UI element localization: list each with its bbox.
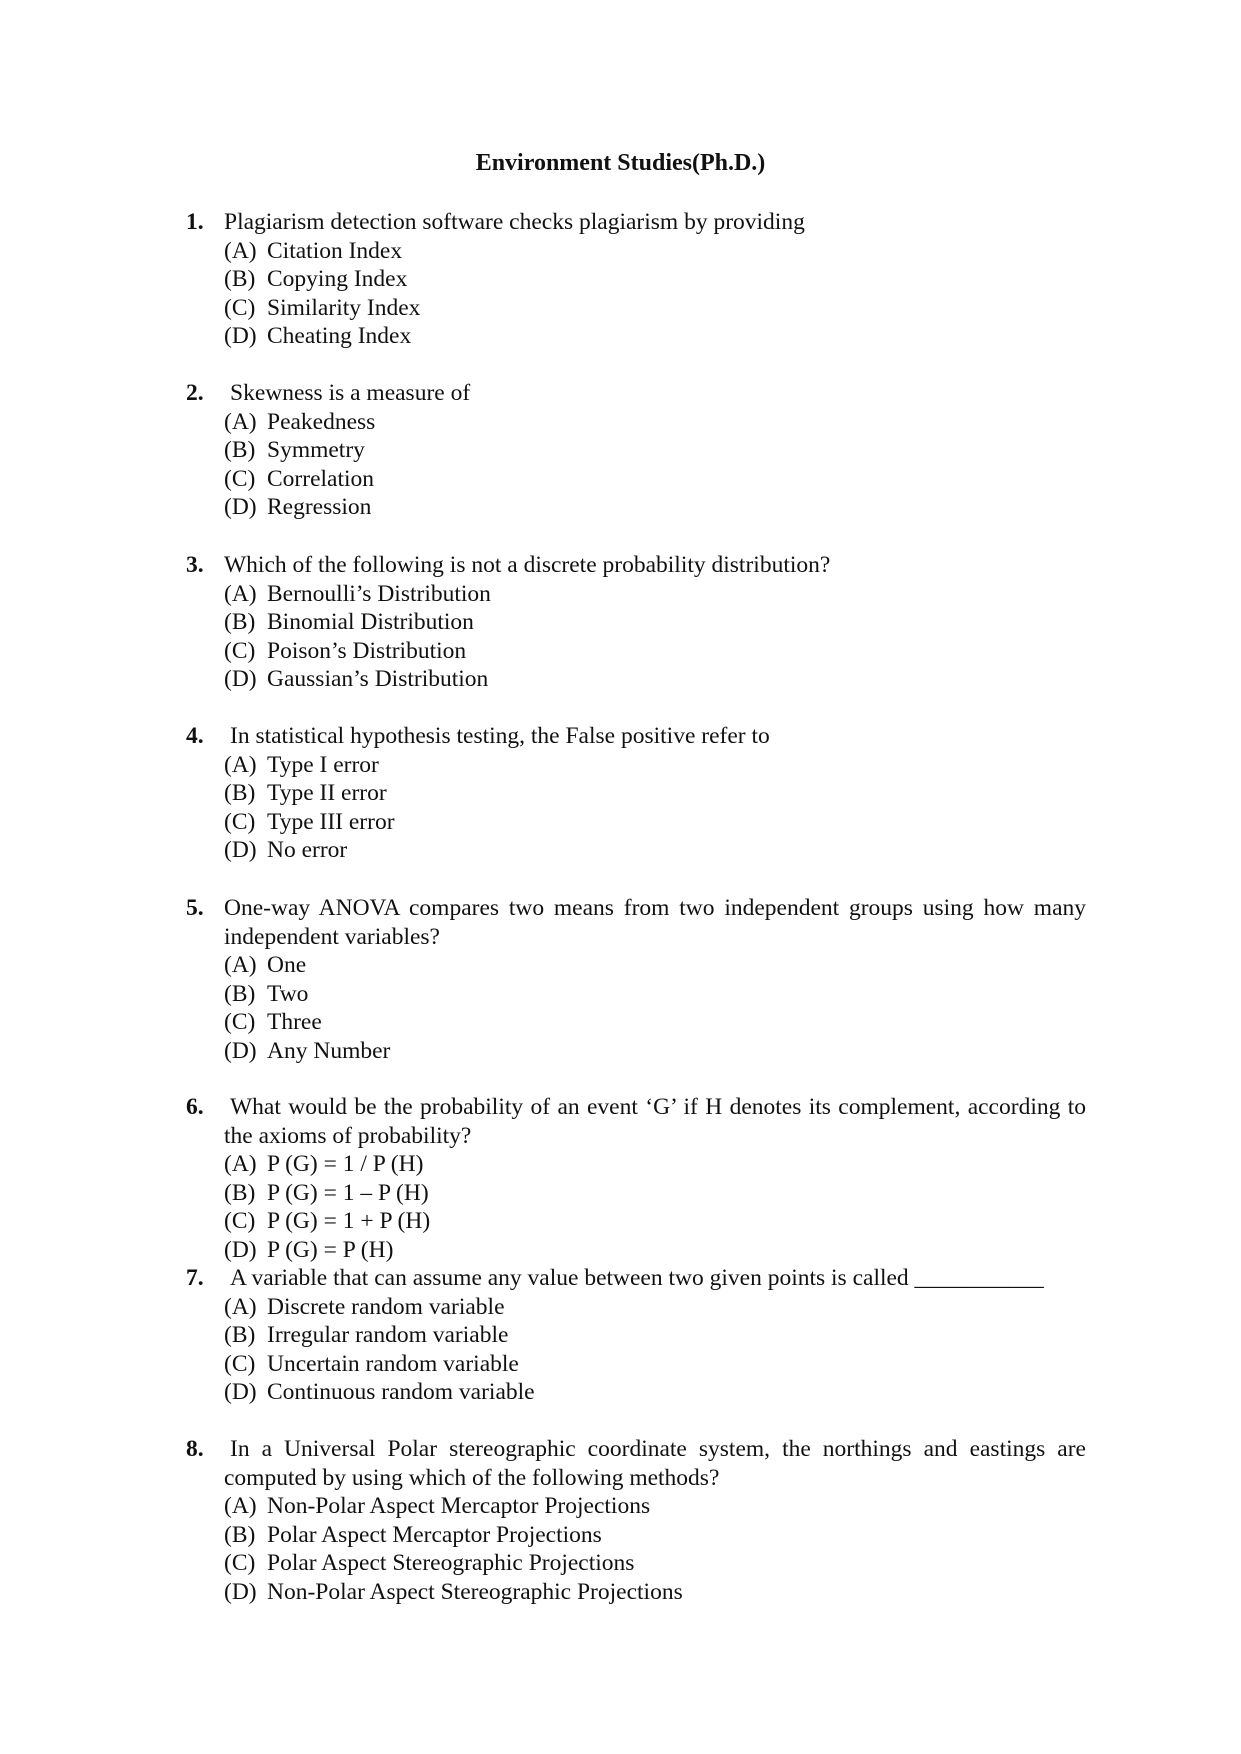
option-text: Binomial Distribution <box>267 609 474 636</box>
option-b <box>224 980 1086 1009</box>
option-d <box>224 665 1086 694</box>
question-number: 6. <box>186 1094 204 1120</box>
option-label: (D) <box>224 1578 257 1605</box>
question-text: Plagiarism detection software checks plagiarism by providing <box>224 209 805 235</box>
question-1 <box>186 208 1086 351</box>
option-text: Peakedness <box>267 408 376 435</box>
option-list <box>224 951 1086 1065</box>
question-text: Which of the following is not a discrete probability distribution? <box>224 552 831 578</box>
option-label: (C) <box>224 1550 256 1577</box>
option-text: Gaussian’s Distribution <box>267 666 489 693</box>
option-list <box>224 237 1086 351</box>
option-list <box>224 1293 1086 1407</box>
question-3 <box>186 551 1086 694</box>
option-text: One <box>267 952 307 979</box>
option-label: (D) <box>224 1037 257 1064</box>
option-label: (A) <box>224 1493 257 1520</box>
option-c <box>224 1350 1086 1379</box>
option-list <box>224 580 1086 694</box>
option-a <box>224 1293 1086 1322</box>
option-a <box>224 1492 1086 1521</box>
option-label: (B) <box>224 1179 256 1206</box>
option-label: (B) <box>224 1521 256 1548</box>
question-8 <box>186 1435 1086 1607</box>
option-c <box>224 465 1086 494</box>
option-text: Uncertain random variable <box>267 1350 519 1377</box>
option-label: (D) <box>224 1379 257 1406</box>
option-b <box>224 779 1086 808</box>
option-label: (C) <box>224 1350 256 1377</box>
option-text: Polar Aspect Mercaptor Projections <box>267 1521 602 1548</box>
option-a <box>224 408 1086 437</box>
option-text: P (G) = 1 / P (H) <box>267 1151 424 1178</box>
option-text: Polar Aspect Stereographic Projections <box>267 1550 635 1577</box>
option-label: (C) <box>224 808 256 835</box>
option-text: Copying Index <box>267 266 408 293</box>
option-c <box>224 808 1086 837</box>
question-7 <box>186 1264 1086 1407</box>
option-a <box>224 1150 1086 1179</box>
page-title: Environment Studies(Ph.D.) <box>475 150 766 176</box>
option-d <box>224 1578 1086 1607</box>
question-number: 2. <box>186 380 204 406</box>
option-a <box>224 237 1086 266</box>
option-label: (A) <box>224 580 257 607</box>
option-text: P (G) = 1 + P (H) <box>267 1208 431 1235</box>
option-label: (C) <box>224 1208 256 1235</box>
question-number: 1. <box>186 209 204 235</box>
option-text: Any Number <box>267 1037 391 1064</box>
option-d <box>224 1378 1086 1407</box>
question-4 <box>186 722 1086 865</box>
option-c <box>224 1008 1086 1037</box>
option-b <box>224 1321 1086 1350</box>
option-b <box>224 1521 1086 1550</box>
option-text: Non-Polar Aspect Mercaptor Projections <box>267 1493 651 1520</box>
option-c <box>224 1207 1086 1236</box>
option-text: Two <box>267 980 309 1007</box>
option-list <box>224 408 1086 522</box>
option-d <box>224 322 1086 351</box>
option-label: (B) <box>224 980 256 1007</box>
option-label: (D) <box>224 323 257 350</box>
question-5 <box>186 894 1086 1066</box>
option-list <box>224 1492 1086 1606</box>
option-text: Citation Index <box>267 237 403 264</box>
option-text: Irregular random variable <box>267 1322 509 1349</box>
option-label: (A) <box>224 237 257 264</box>
option-b <box>224 1179 1086 1208</box>
option-c <box>224 294 1086 323</box>
question-text: Skewness is a measure of <box>230 380 471 406</box>
option-label: (C) <box>224 294 256 321</box>
question-text: One-way ANOVA compares two means from two independent groups using how many independent variables? <box>224 895 1086 950</box>
option-d <box>224 493 1086 522</box>
option-text: Correlation <box>267 465 375 492</box>
option-label: (B) <box>224 437 256 464</box>
option-d <box>224 1037 1086 1066</box>
option-a <box>224 951 1086 980</box>
option-label: (D) <box>224 494 257 521</box>
option-label: (C) <box>224 637 256 664</box>
option-list <box>224 751 1086 865</box>
option-a <box>224 580 1086 609</box>
question-number: 8. <box>186 1436 204 1462</box>
option-text: P (G) = 1 – P (H) <box>267 1179 429 1206</box>
option-d <box>224 1236 1086 1265</box>
question-number: 7. <box>186 1265 204 1291</box>
option-label: (B) <box>224 780 256 807</box>
option-text: P (G) = P (H) <box>267 1236 394 1263</box>
question-number: 5. <box>186 895 204 921</box>
option-label: (A) <box>224 751 257 778</box>
option-c <box>224 637 1086 666</box>
option-b <box>224 265 1086 294</box>
option-label: (A) <box>224 952 257 979</box>
option-text: Type I error <box>267 751 379 778</box>
option-text: Cheating Index <box>267 323 412 350</box>
option-label: (A) <box>224 1293 257 1320</box>
option-label: (D) <box>224 666 257 693</box>
option-label: (D) <box>224 1236 257 1263</box>
option-text: Type III error <box>267 808 395 835</box>
question-text: A variable that can assume any value between two given points is called ___________ <box>230 1265 1044 1291</box>
question-text: What would be the probability of an event ‘G’ if H denotes its complement, according to the axioms of probability? <box>224 1094 1086 1149</box>
option-text: Discrete random variable <box>267 1293 505 1320</box>
option-label: (C) <box>224 465 256 492</box>
question-text: In a Universal Polar stereographic coordinate system, the northings and eastings are computed by using which of the following methods? <box>224 1436 1086 1491</box>
option-d <box>224 836 1086 865</box>
option-label: (A) <box>224 408 257 435</box>
option-text: Three <box>267 1009 322 1036</box>
option-a <box>224 751 1086 780</box>
option-label: (B) <box>224 1322 256 1349</box>
option-text: Poison’s Distribution <box>267 637 467 664</box>
option-list <box>224 1150 1086 1264</box>
option-text: Non-Polar Aspect Stereographic Projections <box>267 1578 683 1605</box>
option-label: (B) <box>224 266 256 293</box>
option-label: (C) <box>224 1009 256 1036</box>
option-b <box>224 608 1086 637</box>
question-2 <box>186 379 1086 522</box>
question-number: 3. <box>186 552 204 578</box>
option-text: Bernoulli’s Distribution <box>267 580 491 607</box>
option-b <box>224 436 1086 465</box>
option-text: Similarity Index <box>267 294 421 321</box>
option-label: (A) <box>224 1151 257 1178</box>
question-number: 4. <box>186 723 204 749</box>
question-text: In statistical hypothesis testing, the False positive refer to <box>230 723 770 749</box>
option-text: Continuous random variable <box>267 1379 535 1406</box>
option-text: Type II error <box>267 780 387 807</box>
option-c <box>224 1549 1086 1578</box>
option-text: Symmetry <box>267 437 365 464</box>
option-label: (B) <box>224 609 256 636</box>
option-text: Regression <box>267 494 372 521</box>
question-6 <box>186 1093 1086 1265</box>
option-text: No error <box>267 837 348 864</box>
option-label: (D) <box>224 837 257 864</box>
